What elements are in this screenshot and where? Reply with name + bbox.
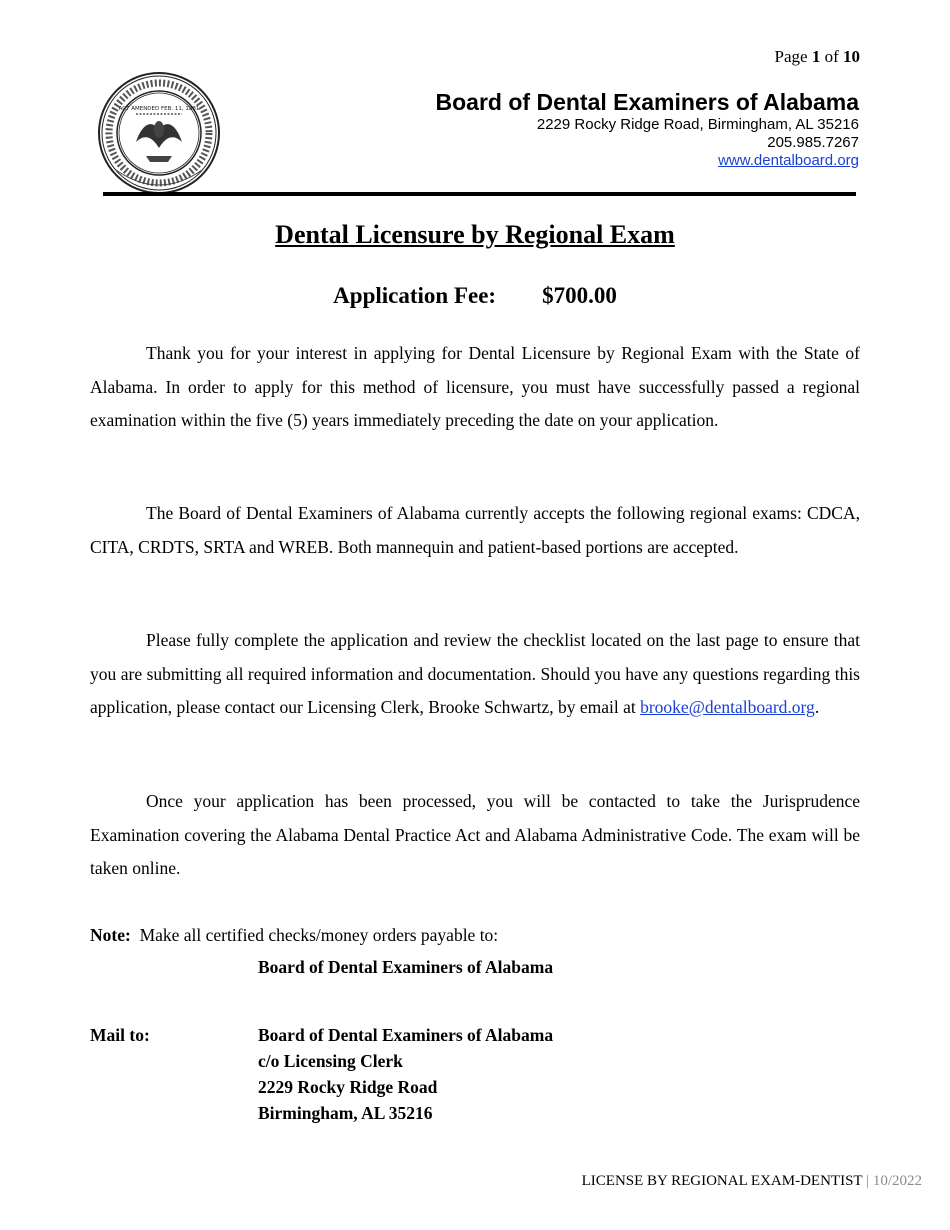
document-title: Dental Licensure by Regional Exam xyxy=(275,220,675,249)
email-link[interactable]: brooke@dentalboard.org xyxy=(640,697,815,717)
application-fee xyxy=(0,283,950,309)
paragraph-instructions: Please fully complete the application and review the checklist located on the last page to ensure that you are submitting all required information and documentation. Should you have any questions regarding this application, please contact our Licensing Clerk, Brooke Schwartz, by email at brooke@dentalboard.org. xyxy=(90,630,860,717)
org-phone: 205.985.7267 xyxy=(767,134,859,151)
fee-label: Application Fee: xyxy=(333,283,497,308)
org-address: 2229 Rocky Ridge Road, Birmingham, AL 35216 xyxy=(536,116,859,133)
paragraph-intro: Thank you for your interest in applying for Dental Licensure by Regional Exam with the State of Alabama. In order to apply for this method of licensure, you must have successfully passed a regional examination within the five (5) years immediately preceding the date on your application. xyxy=(90,343,860,430)
website-link[interactable]: www.dentalboard.org xyxy=(718,152,859,169)
form-name: LICENSE BY REGIONAL EXAM-DENTIST xyxy=(581,1173,863,1189)
org-name: Board of Dental Examiners of Alabama xyxy=(435,89,859,115)
fee-amount: $700.00 xyxy=(542,283,617,308)
payment-note: Note: Make all certified checks/money orders payable to: xyxy=(90,925,499,945)
svg-text:ACT AMENDED FEB. 11, 1881: ACT AMENDED FEB. 11, 1881 xyxy=(118,106,200,112)
state-seal-icon xyxy=(96,70,222,196)
page-number: Page 1 of 10 xyxy=(774,47,860,66)
header-divider xyxy=(103,192,856,196)
organization-header xyxy=(436,88,859,170)
paragraph-jurisprudence: Once your application has been processed, you will be contacted to take the Jurisprudence Examination covering the Alabama Dental Practice Act and Alabama Administrative Code. The exam will be taken online. xyxy=(90,791,860,878)
payee-name: Board of Dental Examiners of Alabama xyxy=(258,957,554,977)
mail-label: Mail to: xyxy=(90,1025,150,1045)
mailing-address: Board of Dental Examiners of Alabama c/o Licensing Clerk 2229 Rocky Ridge Road Birmingham, AL 35216 xyxy=(258,1025,554,1123)
page-footer: LICENSE BY REGIONAL EXAM-DENTIST | 10/2022 xyxy=(581,1173,922,1189)
paragraph-accepted-exams: The Board of Dental Examiners of Alabama currently accepts the following regional exams: CDCA, CITA, CRDTS, SRTA and WREB. Both mannequin and patient-based portions are accepted. xyxy=(90,503,860,557)
revision-date: 10/2022 xyxy=(872,1173,922,1189)
